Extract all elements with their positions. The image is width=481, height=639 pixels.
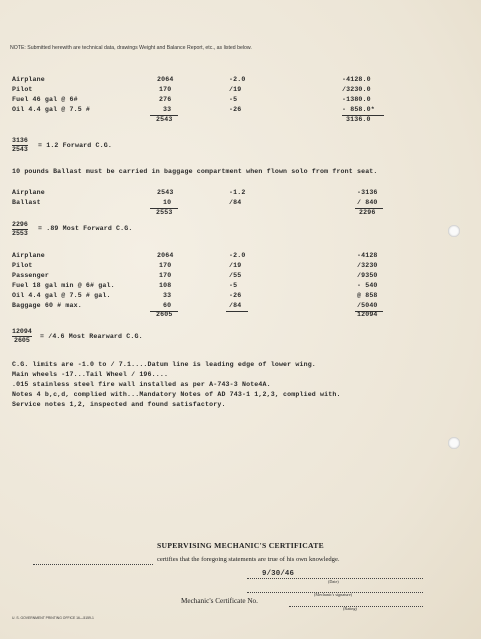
result1-text: = 1.2 Forward C.G.	[38, 142, 112, 149]
result1-denominator: 2543	[12, 146, 28, 153]
t2-arm: -1.2	[229, 189, 246, 196]
t2-weight: 10	[163, 199, 172, 206]
t3-weight: 170	[159, 272, 172, 279]
t3-item: Fuel 18 gal min @ 6# gal.	[12, 282, 115, 289]
result3-denominator: 2605	[13, 337, 30, 344]
result3-fraction	[12, 328, 32, 345]
t1-moment: -4128.0	[342, 76, 371, 83]
t3-weight: 108	[159, 282, 172, 289]
t3-arm: -26	[229, 292, 242, 299]
t3-weight: 170	[159, 262, 172, 269]
t3-item: Passenger	[12, 272, 49, 279]
t3-arm: -5	[229, 282, 238, 289]
t1-item: Oil 4.4 gal @ 7.5 #	[12, 106, 91, 113]
t3-weight: 2064	[157, 252, 174, 259]
t1-item: Airplane	[12, 76, 45, 83]
t3-item: Airplane	[12, 252, 45, 259]
note-line: Service notes 1,2, inspected and found satisfactory.	[12, 401, 226, 408]
header-note: NOTE: Submitted herewith are technical data, drawings Weight and Balance Report, etc., as listed below.	[10, 45, 252, 51]
ballast-note: 10 pounds Ballast must be carried in baggage compartment when flown solo from front seat.	[12, 168, 378, 175]
t1-moment: /3230.0	[342, 86, 371, 93]
t1-arm: -5	[229, 96, 238, 103]
t2-item: Airplane	[12, 189, 45, 196]
note-line: Main wheels -17...Tail Wheel / 196....	[12, 371, 169, 378]
t2-weight: 2543	[157, 189, 174, 196]
t1-weight: 2064	[157, 76, 174, 83]
result1-fraction	[12, 137, 28, 154]
t1-item: Fuel 46 gal @ 6#	[12, 96, 78, 103]
certificate-statement: certifies that the foregoing statements are true of his own knowledge.	[157, 556, 340, 563]
binder-hole-top	[448, 225, 460, 237]
t2-arm: /84	[229, 199, 242, 206]
footer-imprint: U. S. GOVERNMENT PRINTING OFFICE 16—5159-1	[12, 616, 94, 620]
t3-arm: /84	[229, 302, 242, 309]
t1-item: Pilot	[12, 86, 33, 93]
t2-total-weight: 2553	[156, 209, 173, 216]
t2-moment: -3136	[357, 189, 378, 196]
t3-moment: /5040	[357, 302, 378, 309]
t3-arm: /19	[229, 262, 242, 269]
rating-label: (Rating)	[343, 606, 357, 611]
t1-total-weight: 2543	[156, 116, 173, 123]
result3-text: = /4.6 Most Rearward C.G.	[40, 333, 143, 340]
signature-label: (Mechanic's signature)	[314, 592, 353, 597]
date-label: (Date)	[328, 579, 339, 584]
t3-arm: /55	[229, 272, 242, 279]
result2-denominator: 2553	[12, 230, 28, 237]
t1-arm: -2.0	[229, 76, 246, 83]
t2-total-moment: 2296	[359, 209, 376, 216]
t2-item: Ballast	[12, 199, 41, 206]
t3-moment: @ 858	[357, 292, 378, 299]
t3-moment: /9350	[357, 272, 378, 279]
t3-moment: -4128	[357, 252, 378, 259]
t3-weight: 33	[163, 292, 172, 299]
t1-arm: -26	[229, 106, 242, 113]
result2-fraction	[12, 221, 28, 238]
t1-total-moment: 3136.0	[346, 116, 371, 123]
t3-item: Oil 4.4 gal @ 7.5 # gal.	[12, 292, 111, 299]
result2-text: = .89 Most Forward C.G.	[38, 225, 133, 232]
t3-arm: -2.0	[229, 252, 246, 259]
t1-moment: - 858.0*	[342, 106, 375, 113]
note-line: C.G. limits are -1.0 to / 7.1....Datum line is leading edge of lower wing.	[12, 361, 316, 368]
t1-weight: 170	[159, 86, 172, 93]
note-line: Notes 4 b,c,d, complied with...Mandatory Notes of AD 743-1 1,2,3, complied with.	[12, 391, 341, 398]
t3-item: Pilot	[12, 262, 33, 269]
note-line: .015 stainless steel fire wall installed as per A-743-3 Note4A.	[12, 381, 271, 388]
t2-moment: / 840	[357, 199, 378, 206]
t3-total-weight: 2605	[156, 311, 173, 318]
result3-numerator: 12094	[12, 328, 32, 335]
result1-numerator: 3136	[12, 137, 28, 144]
t3-total-moment: 12094	[357, 311, 378, 318]
certificate-title: SUPERVISING MECHANIC'S CERTIFICATE	[157, 541, 324, 550]
t3-weight: 60	[163, 302, 172, 309]
t3-moment: /3230	[357, 262, 378, 269]
t3-arm-rule	[226, 311, 248, 312]
cert-no-label: Mechanic's Certificate No.	[181, 597, 258, 605]
t3-moment: - 540	[357, 282, 378, 289]
t1-arm: /19	[229, 86, 242, 93]
certificate-name-line	[33, 564, 153, 565]
t3-item: Baggage 60 # max.	[12, 302, 82, 309]
t1-moment: -1380.0	[342, 96, 371, 103]
t1-weight: 276	[159, 96, 172, 103]
result2-numerator: 2296	[12, 221, 28, 228]
t1-weight: 33	[163, 106, 172, 113]
date-value: 9/30/46	[262, 570, 295, 578]
binder-hole-bottom	[448, 437, 460, 449]
